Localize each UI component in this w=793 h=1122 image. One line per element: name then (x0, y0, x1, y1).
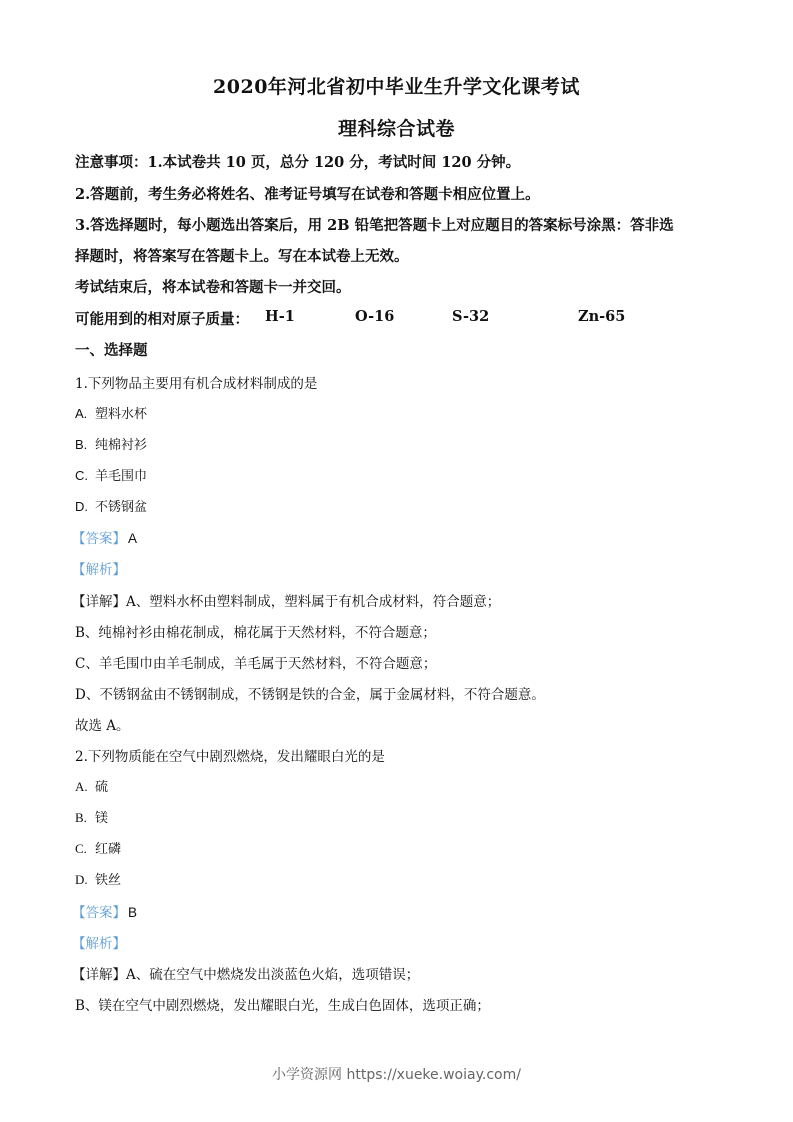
atomic-mass-label: 可能用到的相对原子质量： (75, 311, 249, 328)
notice-line-2: 2.答题前，考生务必将姓名、准考证号填写在试卷和答题卡相应位置上。 (75, 186, 540, 203)
question-1-answer (72, 527, 137, 547)
question-1-option-c (75, 465, 147, 484)
option-text: 硫 (95, 780, 109, 795)
option-text: 羊毛围巾 (95, 469, 148, 484)
question-1-detail-1: 【详解】A、塑料水杯由塑料制成，塑料属于有机合成材料，符合题意； (72, 594, 501, 610)
answer-value: B (128, 905, 138, 920)
section-title: 一、选择题 (75, 342, 148, 359)
question-1-option-b (75, 434, 147, 453)
answer-value: A (128, 531, 138, 546)
question-1-detail-4: D、不锈钢盆由不锈钢制成，不锈钢是铁的合金，属于金属材料，不符合题意。 (75, 687, 545, 703)
footer-watermark: 小学资源网 https://xueke.woiay.com/ (272, 1067, 521, 1083)
option-text: 不锈钢盆 (95, 500, 148, 515)
answer-tag: 【答案】 (72, 905, 126, 921)
option-letter: D. (75, 499, 88, 514)
question-1-detail-2: B、纯棉衬衫由棉花制成，棉花属于天然材料，不符合题意； (75, 625, 436, 641)
analysis-tag: 【解析】 (72, 562, 126, 578)
question-2-option-c (75, 838, 121, 857)
atomic-mass-s: S-32 (452, 308, 490, 325)
notice-line-3b: 择题时，将答案写在答题卡上。写在本试卷上无效。 (75, 248, 409, 265)
option-letter: C. (75, 841, 87, 856)
notice-line-1: 注意事项：1.本试卷共 10 页，总分 120 分，考试时间 120 分钟。 (75, 154, 521, 171)
question-2-detail-2: B、镁在空气中剧烈燃烧，发出耀眼白光，生成白色固体，选项正确； (75, 998, 490, 1014)
option-letter: B. (75, 437, 88, 452)
answer-tag: 【答案】 (72, 531, 126, 547)
question-1-option-d (75, 496, 147, 515)
option-text: 镁 (95, 811, 109, 826)
option-text: 铁丝 (95, 873, 122, 888)
option-letter: B. (75, 810, 87, 825)
question-1-conclusion: 故选 A。 (75, 718, 130, 734)
question-2-detail-1: 【详解】A、硫在空气中燃烧发出淡蓝色火焰，选项错误； (72, 967, 420, 983)
question-2-answer (72, 901, 137, 921)
atomic-mass-h: H-1 (265, 308, 295, 325)
question-1-option-a (75, 403, 147, 422)
option-letter: A. (75, 406, 88, 421)
option-letter: D. (75, 872, 88, 887)
question-2-option-b (75, 807, 108, 826)
analysis-tag: 【解析】 (72, 936, 126, 952)
notice-line-4: 考试结束后，将本试卷和答题卡一并交回。 (75, 279, 351, 296)
question-1-detail-3: C、羊毛围巾由羊毛制成，羊毛属于天然材料，不符合题意； (75, 656, 437, 672)
question-2-option-a (75, 776, 108, 795)
option-text: 纯棉衬衫 (95, 438, 148, 453)
atomic-mass-o: O-16 (355, 308, 395, 325)
option-text: 塑料水杯 (95, 407, 148, 422)
question-2-stem: 2.下列物质能在空气中剧烈燃烧，发出耀眼白光的是 (75, 749, 385, 765)
question-1-analysis (72, 558, 126, 578)
exam-title: 2020年河北省初中毕业生升学文化课考试 (213, 76, 580, 98)
question-2-analysis (72, 932, 126, 952)
question-1-stem: 1.下列物品主要用有机合成材料制成的是 (75, 376, 318, 392)
notice-line-3a: 3.答选择题时，每小题选出答案后，用 2B 铅笔把答题卡上对应题目的答案标号涂黑：答非选 (75, 217, 674, 234)
option-text: 红磷 (95, 842, 122, 857)
option-letter: A. (75, 779, 88, 794)
atomic-mass-zn: Zn-65 (578, 308, 626, 325)
question-2-option-d (75, 869, 121, 888)
exam-subtitle: 理科综合试卷 (337, 118, 455, 140)
option-letter: C. (75, 468, 88, 483)
